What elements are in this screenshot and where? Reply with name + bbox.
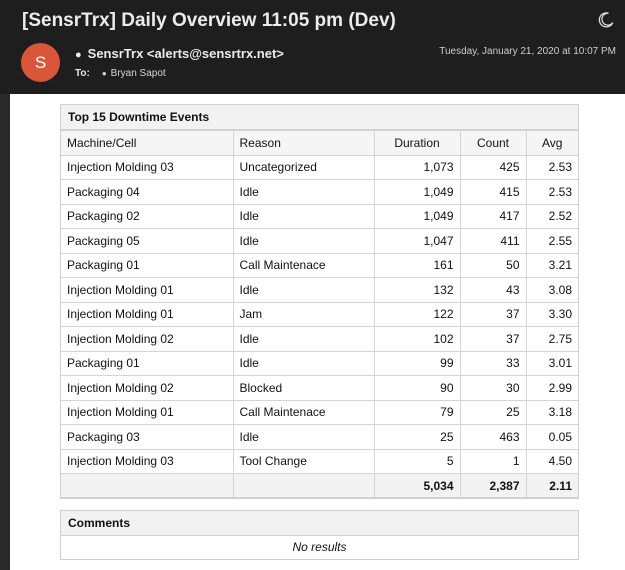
table-cell: Packaging 01 [61, 351, 233, 376]
table-cell: 3.01 [526, 351, 578, 376]
table-cell: 37 [460, 327, 526, 352]
downtime-panel [60, 104, 579, 499]
table-cell: 99 [374, 351, 460, 376]
totals-row [61, 474, 578, 498]
no-results-text: No results [292, 540, 347, 554]
table-cell: 102 [374, 327, 460, 352]
dot-icon: ● [101, 69, 107, 78]
sender-address: SensrTrx <alerts@sensrtrx.net> [87, 46, 284, 61]
table-cell: 3.08 [526, 278, 578, 303]
table-cell: Idle [233, 351, 374, 376]
table-cell: 2.99 [526, 376, 578, 401]
table-cell: 1,049 [374, 204, 460, 229]
table-row [61, 449, 578, 474]
table-cell: Packaging 02 [61, 204, 233, 229]
dot-icon: ● [75, 49, 82, 61]
to-label: To: [75, 68, 90, 79]
table-cell: 50 [460, 253, 526, 278]
column-header: Avg [526, 131, 578, 156]
table-cell: Injection Molding 01 [61, 278, 233, 303]
table-row [61, 351, 578, 376]
table-cell: 2.53 [526, 180, 578, 205]
table-row [61, 229, 578, 254]
email-date: Tuesday, January 21, 2020 at 10:07 PM [439, 46, 616, 57]
comments-panel [60, 510, 579, 560]
total-cell: 5,034 [374, 474, 460, 498]
table-row [61, 302, 578, 327]
table-cell: 5 [374, 449, 460, 474]
table-row [61, 155, 578, 180]
table-cell: Packaging 05 [61, 229, 233, 254]
table-cell: Injection Molding 02 [61, 327, 233, 352]
column-header: Duration [374, 131, 460, 156]
table-cell: Packaging 04 [61, 180, 233, 205]
total-cell: 2,387 [460, 474, 526, 498]
sender-line[interactable] [75, 46, 284, 61]
table-cell: 3.30 [526, 302, 578, 327]
table-cell: 1,073 [374, 155, 460, 180]
downtime-title: Top 15 Downtime Events [61, 105, 578, 130]
table-row [61, 425, 578, 450]
table-cell: 1 [460, 449, 526, 474]
table-cell: 161 [374, 253, 460, 278]
table-cell: Injection Molding 01 [61, 400, 233, 425]
table-cell: Tool Change [233, 449, 374, 474]
table-cell: Injection Molding 03 [61, 449, 233, 474]
table-row [61, 204, 578, 229]
table-cell: Packaging 03 [61, 425, 233, 450]
total-cell [233, 474, 374, 498]
column-header: Count [460, 131, 526, 156]
table-cell: Idle [233, 204, 374, 229]
table-cell: 30 [460, 376, 526, 401]
table-row [61, 253, 578, 278]
table-cell: 4.50 [526, 449, 578, 474]
table-cell: 1,049 [374, 180, 460, 205]
table-cell: 33 [460, 351, 526, 376]
table-cell: 0.05 [526, 425, 578, 450]
total-cell [61, 474, 233, 498]
email-body [0, 94, 625, 570]
table-row [61, 180, 578, 205]
table-cell: Blocked [233, 376, 374, 401]
table-cell: 425 [460, 155, 526, 180]
table-cell: 1,047 [374, 229, 460, 254]
table-cell: Injection Molding 03 [61, 155, 233, 180]
table-cell: Idle [233, 180, 374, 205]
comments-title: Comments [61, 511, 578, 536]
table-cell: 122 [374, 302, 460, 327]
table-cell: Call Maintenace [233, 253, 374, 278]
email-subject: [SensrTrx] Daily Overview 11:05 pm (Dev) [22, 10, 396, 31]
column-header: Reason [233, 131, 374, 156]
table-cell: Call Maintenace [233, 400, 374, 425]
table-cell: 463 [460, 425, 526, 450]
column-header: Machine/Cell [61, 131, 233, 156]
table-row [61, 376, 578, 401]
table-row [61, 278, 578, 303]
table-cell: Jam [233, 302, 374, 327]
table-cell: 3.18 [526, 400, 578, 425]
table-cell: 37 [460, 302, 526, 327]
sender-avatar: S [21, 43, 60, 82]
table-cell: Idle [233, 327, 374, 352]
table-cell: Injection Molding 02 [61, 376, 233, 401]
table-header-row [61, 131, 578, 156]
table-cell: Idle [233, 278, 374, 303]
table-cell: 2.53 [526, 155, 578, 180]
table-cell: 43 [460, 278, 526, 303]
moon-icon[interactable] [597, 11, 615, 29]
table-cell: 79 [374, 400, 460, 425]
total-cell: 2.11 [526, 474, 578, 498]
table-cell: Injection Molding 01 [61, 302, 233, 327]
downtime-table [61, 130, 578, 498]
table-cell: 2.55 [526, 229, 578, 254]
table-cell: 132 [374, 278, 460, 303]
table-cell: 417 [460, 204, 526, 229]
table-cell: Idle [233, 229, 374, 254]
table-cell: Idle [233, 425, 374, 450]
table-cell: 90 [374, 376, 460, 401]
recipient-line [75, 68, 166, 79]
table-row [61, 327, 578, 352]
table-cell: 411 [460, 229, 526, 254]
table-cell: 3.21 [526, 253, 578, 278]
table-cell: 415 [460, 180, 526, 205]
table-cell: Uncategorized [233, 155, 374, 180]
left-edge [0, 94, 10, 570]
table-cell: 2.52 [526, 204, 578, 229]
email-header [0, 0, 625, 94]
table-cell: 25 [460, 400, 526, 425]
table-row [61, 400, 578, 425]
table-cell: 25 [374, 425, 460, 450]
table-cell: 2.75 [526, 327, 578, 352]
table-cell: Packaging 01 [61, 253, 233, 278]
recipient-name[interactable]: Bryan Sapot [110, 68, 166, 79]
